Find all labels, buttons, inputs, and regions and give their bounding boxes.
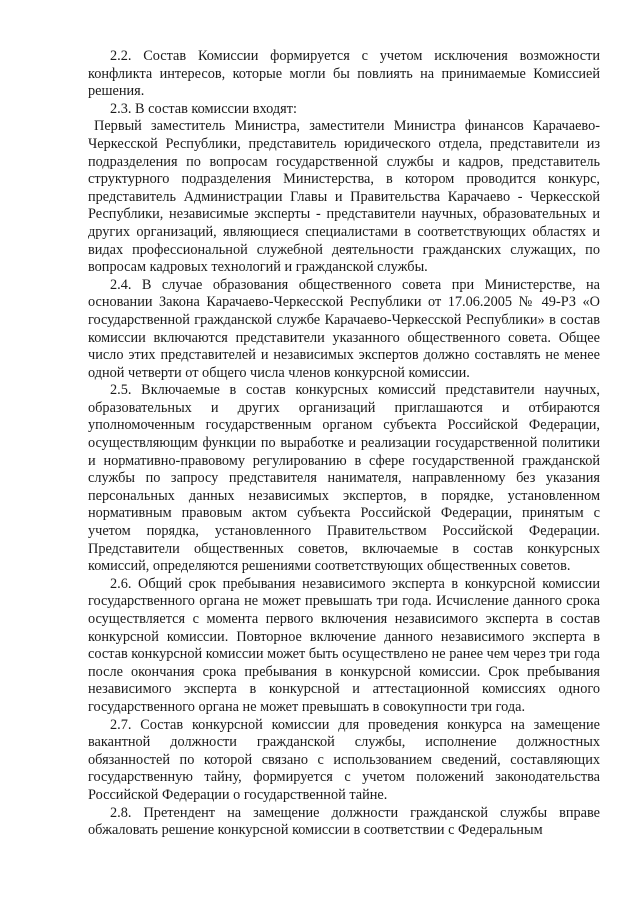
paragraph-commission-members: Первый заместитель Министра, заместители Министра финансов Карачаево-Черкесской Республики, представитель юридического отдела, представители из подразделения по вопросам государственной службы и кадров, представитель структурного подразделения Министерства, в котором проводится конкурс, представитель Администрации Главы и Правительства Карачаево - Черкесской Республики, независимые эксперты - представители научных, образовательных и других организаций, являющиеся специалистами в соответствующих областях и видах профессиональной служебной деятельности гражданских служащих, по вопросам кадровых технологий и гражданской службы. bbox=[88, 118, 600, 276]
paragraph-2-5: 2.5. Включаемые в состав конкурсных комиссий представители научных, образовательных и других организаций приглашаются и отбираются уполномоченным государственным органом субъекта Российской Федерации, осуществляющим функции по выработке и реализации государственной политики и нормативно-правовому регулированию в сфере государственной гражданской службы по запросу представителя нанимателя, направленному без указания персональных данных независимых экспертов, в порядке, установленном нормативным правовым актом субъекта Российской Федерации, принятым с учетом порядка, установленного Правительством Российской Федерации. Представители общественных советов, включаемые в состав конкурсных комиссий, определяются решениями соответствующих общественных советов. bbox=[88, 382, 600, 575]
paragraph-2-2: 2.2. Состав Комиссии формируется с учетом исключения возможности конфликта интересов, которые могли бы повлиять на принимаемые Комиссией решения. bbox=[88, 48, 600, 100]
document-body bbox=[88, 48, 600, 840]
paragraph-2-6: 2.6. Общий срок пребывания независимого эксперта в конкурсной комиссии государственного органа не может превышать три года. Исчисление данного срока осуществляется с момента первого включения независимого эксперта в состав конкурсной комиссии. Повторное включение данного независимого эксперта в состав конкурсной комиссии может быть осуществлено не ранее чем через три года после окончания срока пребывания в конкурсной комиссии. Срок пребывания независимого эксперта в конкурсной и аттестационной комиссиях одного государственного органа не может превышать в совокупности три года. bbox=[88, 575, 600, 715]
paragraph-2-8: 2.8. Претендент на замещение должности гражданской службы вправе обжаловать решение конкурсной комиссии в соответствии с Федеральным bbox=[88, 804, 600, 839]
paragraph-2-4: 2.4. В случае образования общественного совета при Министерстве, на основании Закона Карачаево-Черкесской Республики от 17.06.2005 № 49-РЗ «О государственной гражданской службе Карачаево-Черкесской Республики» в состав комиссии включаются представители указанного общественного совета. Общее число этих представителей и независимых экспертов должно составлять не менее одной четверти от общего числа членов конкурсной комиссии. bbox=[88, 276, 600, 381]
paragraph-2-7: 2.7. Состав конкурсной комиссии для проведения конкурса на замещение вакантной должности гражданской службы, исполнение должностных обязанностей по которой связано с использованием сведений, составляющих государственную тайну, формируется с учетом положений законодательства Российской Федерации о государственной тайне. bbox=[88, 716, 600, 803]
paragraph-2-3: 2.3. В состав комиссии входят: bbox=[110, 100, 297, 117]
